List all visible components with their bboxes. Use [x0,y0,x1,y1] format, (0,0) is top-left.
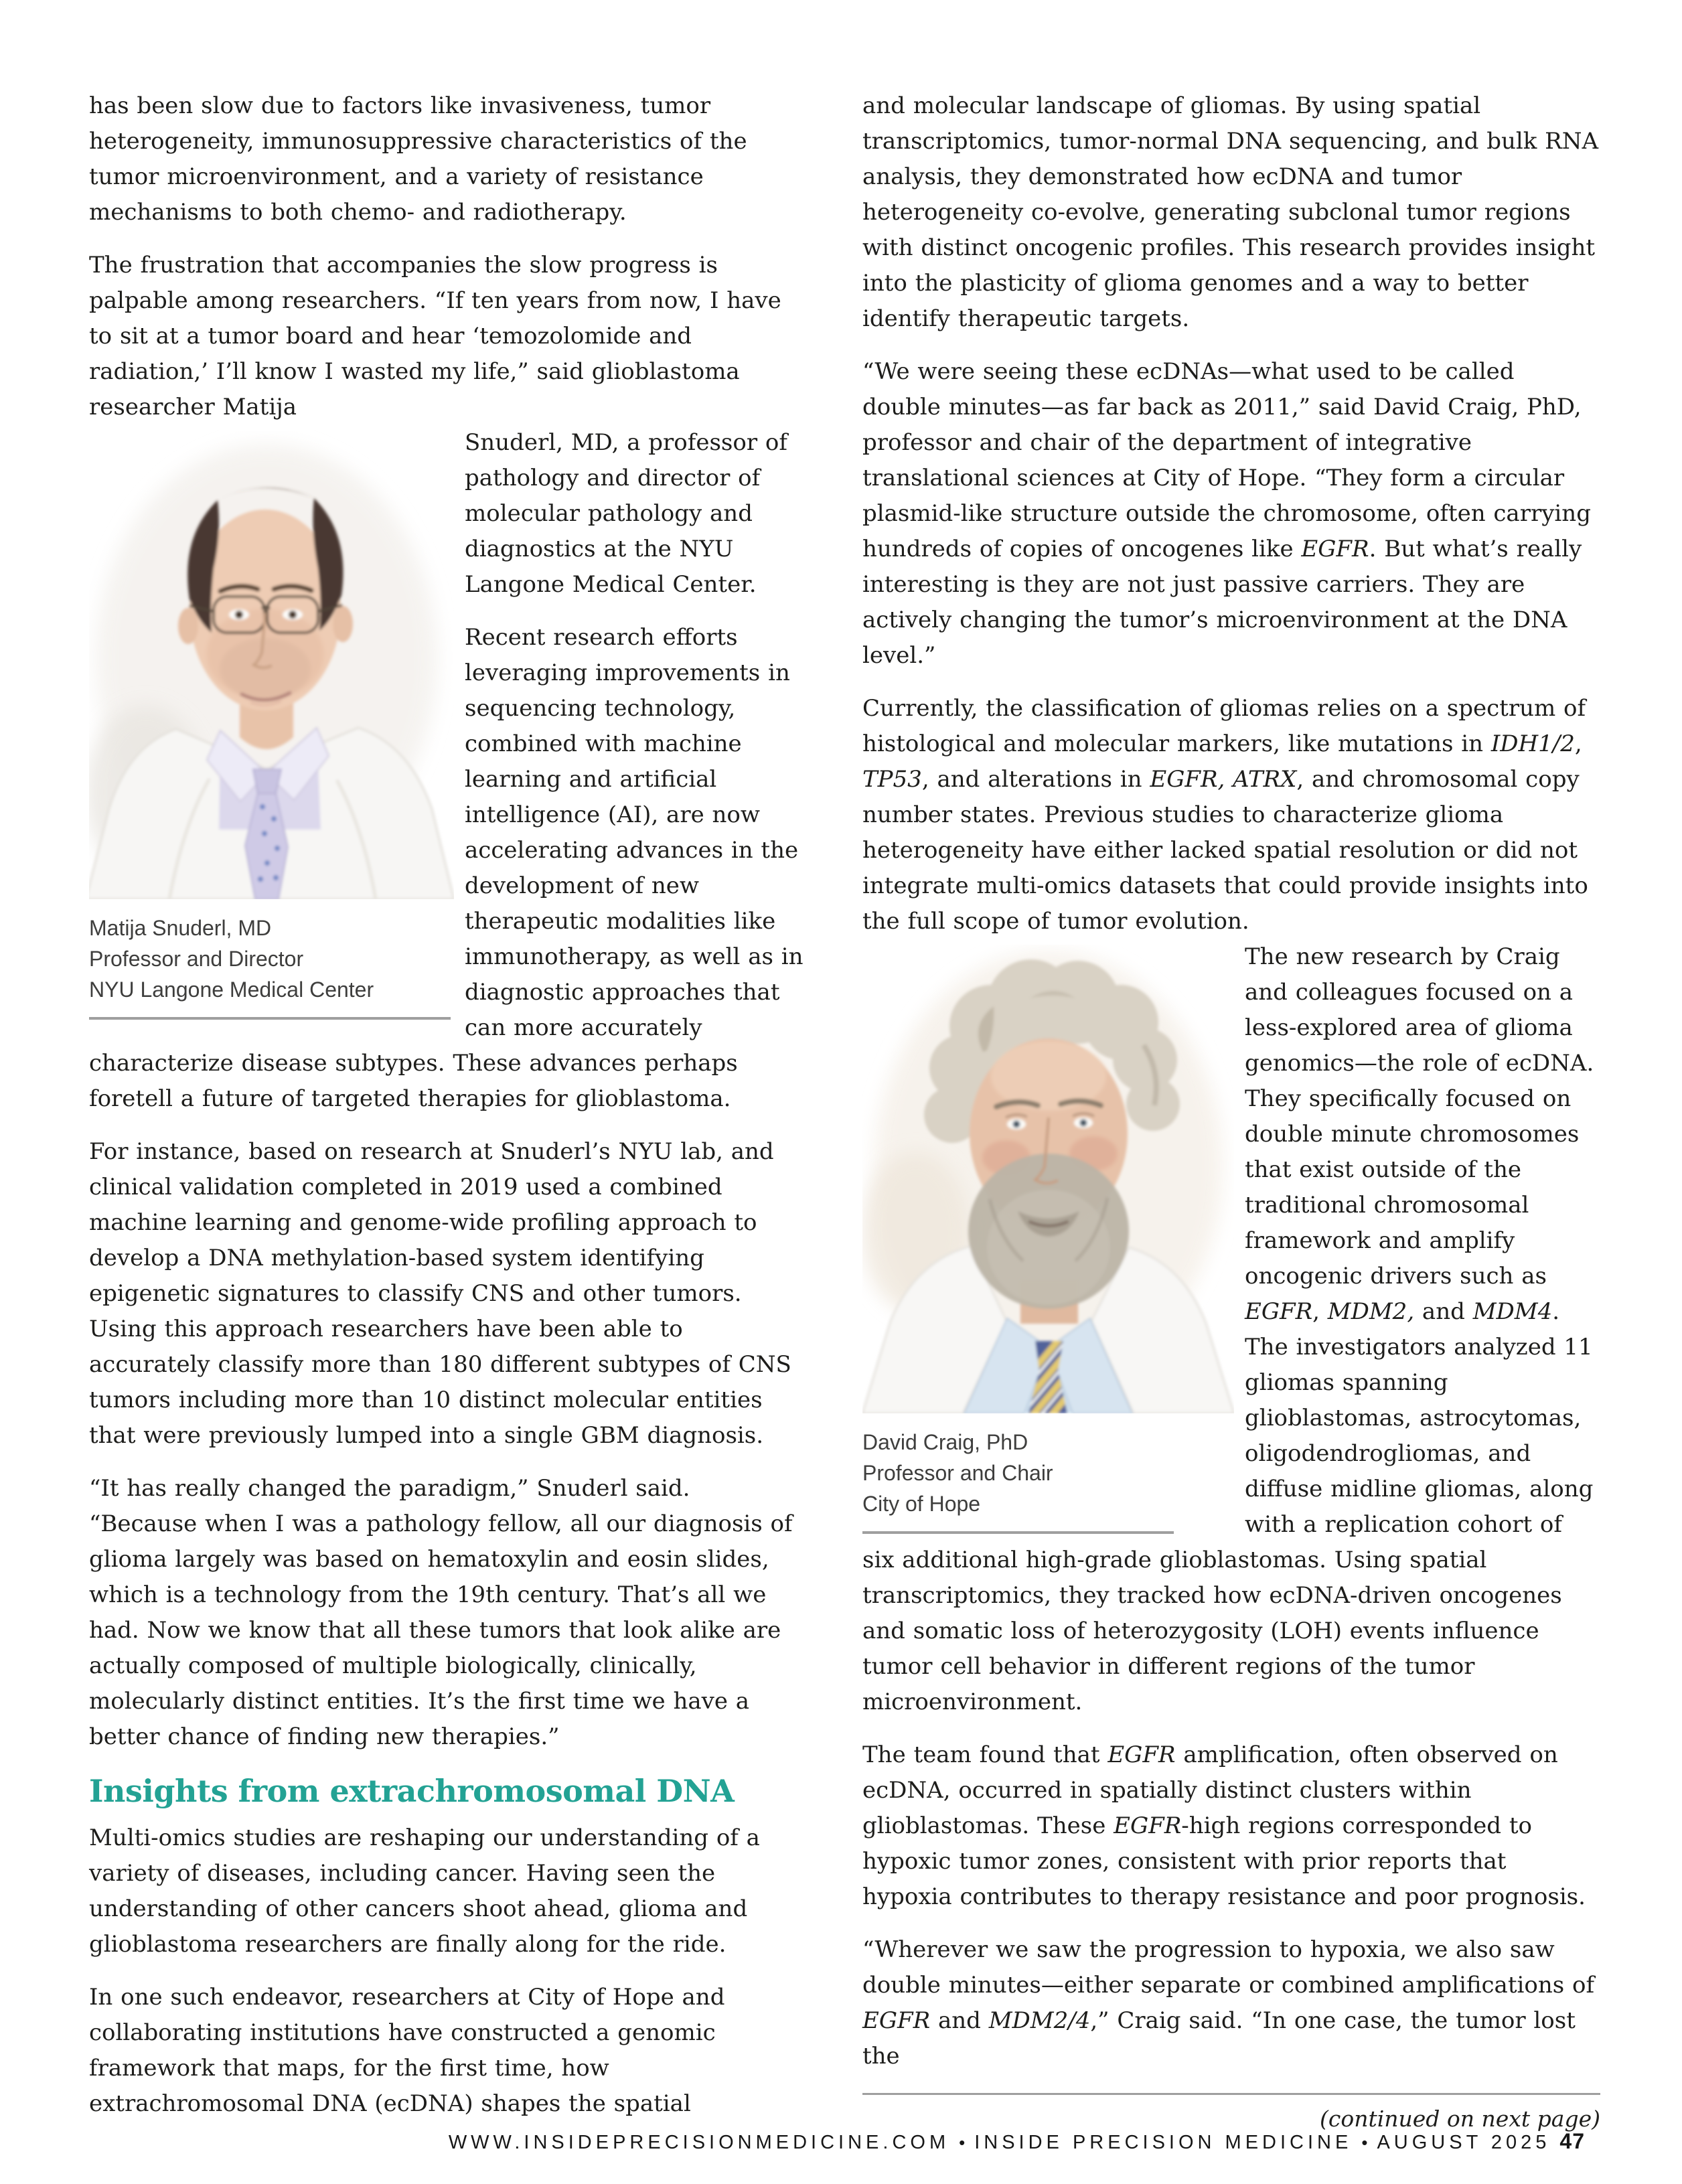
column-end-divider [862,2093,1600,2095]
paragraph-ecdna-quote: “We were seeing these ecDNAs—what used to be called double minutes—as far back as 2011,” said David Craig, PhD, professor and chair of the department of integrative translational sciences at City of Hope. “They form a circular plasmid-like structure outside the chromosome, often carrying hundreds of copies of oncogenes like EGFR. But what’s really interesting is they are not just passive carriers. They are actively changing the tumor’s microenvironment at the DNA level.” [862,358,1591,669]
caption-affiliation: NYU Langone Medical Center [89,978,374,1002]
footer-page-number: 47 [1559,2129,1585,2153]
paragraph-paradigm-quote: “It has really changed the paradigm,” Snuderl said. “Because when I was a pathology fellow, all our diagnosis of glioma largely was based on hematoxylin and eosin slides, which is a technology from the 19th century. That’s all we had. Now we know that all these tumors that look alike are actually composed of multiple biologically, clinically, molecularly distinct entities. It’s the first time we have a better chance of finding new therapies.” [89,1475,793,1750]
footer-url: WWW.INSIDEPRECISIONMEDICINE.COM [448,2132,950,2153]
craig-photo-block [862,945,1234,1534]
snuderl-photo-caption [89,913,454,1005]
paragraph-frustration: The frustration that accompanies the slow progress is palpable among researchers. “If ten years from now, I have to sit at a tumor board and hear ‘temozolomide and radiation,’ I’ll know I wasted my life,” said glioblastoma researcher Matija [89,252,781,420]
paragraph-recent-research: Recent research efforts leveraging improvements in sequencing technology, combined with machine learning and artificial intelligence (AI), are now accelerating advances in the development of new therapeutic modalities like immunotherapy, as well as in diagnostic approaches that can more accurately characterize disease subtypes. These advances perhaps foretell a future of targeted therapies for glioblastoma. [89,624,804,1112]
snuderl-photo-block [89,431,454,1020]
footer-separator: • [959,2132,966,2153]
paragraph-classification: Currently, the classification of gliomas relies on a spectrum of histological and molecular markers, like mutations in IDH1/2, TP53, and alterations in EGFR, ATRX, and chromosomal copy number states. Previous studies to characterize glioma heterogeneity have either lacked spatial resolution or did not integrate multi-omics datasets that could provide insights into the full scope of tumor evolution. [862,695,1588,935]
caption-affiliation: City of Hope [862,1492,981,1516]
section-heading: Insights from extrachromosomal DNA [89,1773,735,1809]
footer-separator: • [1361,2132,1368,2153]
paragraph-intro: has been slow due to factors like invasiveness, tumor heterogeneity, immunosuppressive characteristics of the tumor microenvironment, and a variety of resistance mechanisms to both chemo- and radiotherapy. [89,92,747,226]
caption-title: Professor and Director [89,947,304,971]
left-column [89,88,806,2139]
craig-portrait-photo [862,945,1234,1413]
paragraph-hypoxia-quote: “Wherever we saw the progression to hypoxia, we also saw double minutes—either separate or combined amplifications of EGFR and MDM2/4,” Craig said. “In one case, the tumor lost the [862,1936,1595,2070]
right-column [862,88,1600,2136]
caption-title: Professor and Chair [862,1461,1053,1485]
paragraph-multiomics: Multi-omics studies are reshaping our understanding of a variety of diseases, including cancer. Having seen the understanding of other cancers shoot ahead, glioma and glioblastoma researchers are finally along for the ride. [89,1824,760,1958]
paragraph-endeavor: In one such endeavor, researchers at City of Hope and collaborating institutions have constructed a genomic framework that maps, for the first time, how extrachromosomal DNA (ecDNA) shapes the spatial [89,1984,725,2117]
caption-name: Matija Snuderl, MD [89,916,272,940]
caption-divider [89,1017,451,1020]
craig-photo-caption [862,1427,1234,1519]
footer-issue: AUGUST 2025 [1377,2132,1551,2153]
paragraph-for-instance: For instance, based on research at Snuderl’s NYU lab, and clinical validation completed in 2019 used a combined machine learning and genome-wide profiling approach to develop a DNA methylation-based system identifying epigenetic signatures to classify CNS and other tumors. Using this approach researchers have been able to accurately classify more than 180 different subtypes of CNS tumors including more than 10 distinct molecular entities that were previously lumped into a single GBM diagnosis. [89,1138,791,1449]
caption-divider [862,1531,1174,1534]
caption-name: David Craig, PhD [862,1430,1028,1454]
paragraph-egfr-amplification: The team found that EGFR amplification, often observed on ecDNA, occurred in spatially distinct clusters within glioblastomas. These EGFR-high regions corresponded to hypoxic tumor zones, consistent with prior reports that hypoxia contributes to therapy resistance and poor prognosis. [862,1741,1586,1910]
page-footer [89,2129,1585,2154]
continued-note: (continued on next page) [1319,2106,1600,2132]
paragraph-landscape: and molecular landscape of gliomas. By using spatial transcriptomics, tumor-normal DNA sequencing, and bulk RNA analysis, they demonstrated how ecDNA and tumor heterogeneity co-evolve, generating subclonal tumor regions with distinct oncogenic profiles. This research provides insight into the plasticity of glioma genomes and a way to better identify therapeutic targets. [862,92,1599,332]
footer-magazine-name: INSIDE PRECISION MEDICINE [974,2132,1353,2153]
paragraph-frustration-continued: Snuderl, MD, a professor of pathology and director of molecular pathology and diagnostics at the NYU Langone Medical Center. [465,429,787,598]
snuderl-portrait-photo [89,431,454,899]
paragraph-new-research: The new research by Craig and colleagues focused on a less-explored area of glioma genomics—the role of ecDNA. They specifically focused on double minute chromosomes that exist outside of the traditional chromosomal framework and amplify oncogenic drivers such as EGFR, MDM2, and MDM4. The investigators analyzed 11 gliomas spanning glioblastomas, astrocytomas, oligodendrogliomas, and diffuse midline gliomas, along with a replication cohort of six additional high-grade glioblastomas. Using spatial transcriptomics, they tracked how ecDNA-driven oncogenes and somatic loss of heterozygosity (LOH) events influence tumor cell behavior in different regions of the tumor microenvironment. [862,943,1594,1715]
